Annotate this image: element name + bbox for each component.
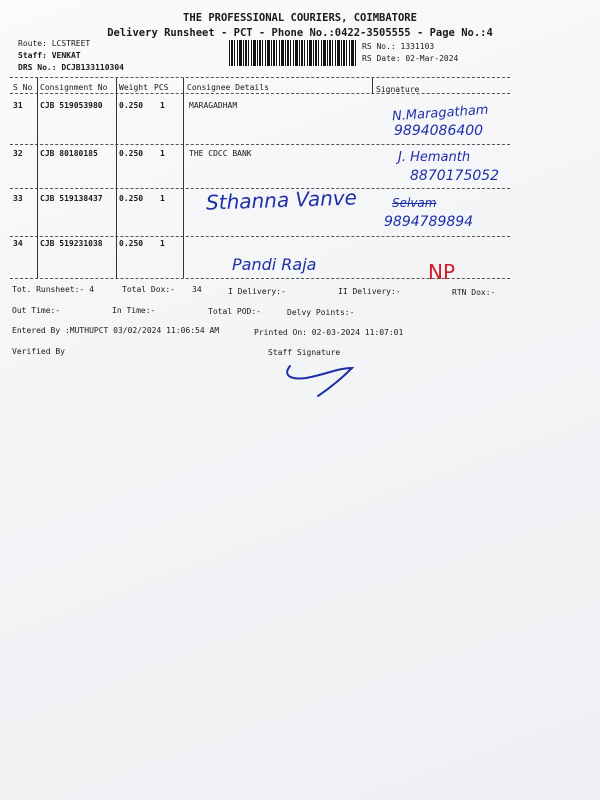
verified-by-label: Verified By bbox=[12, 347, 65, 356]
row-weight: 0.250 bbox=[119, 101, 144, 110]
handwritten-consignee: Pandi Raja bbox=[232, 255, 317, 274]
barcode-image bbox=[229, 40, 357, 66]
row-rule bbox=[10, 144, 510, 145]
row-consignment: CJB 519138437 bbox=[40, 194, 103, 203]
row-pcs: 1 bbox=[160, 149, 165, 158]
total-dox-value: 34 bbox=[192, 285, 202, 294]
col-header-sno: S No bbox=[13, 83, 33, 92]
row-sno: 32 bbox=[13, 149, 23, 158]
signature-initials: NP bbox=[428, 260, 456, 284]
row-rule bbox=[10, 236, 510, 237]
col-divider bbox=[372, 78, 373, 94]
row-pcs: 1 bbox=[160, 239, 165, 248]
printed-on: Printed On: 02-03-2024 11:07:01 bbox=[254, 328, 404, 337]
signature-phone: 9894086400 bbox=[394, 123, 484, 139]
delvy-points-label: Delvy Points:- bbox=[287, 308, 355, 317]
total-pod-label: Total POD:- bbox=[208, 307, 261, 316]
rs-date: RS Date: 02-Mar-2024 bbox=[362, 54, 459, 63]
company-title: THE PROFESSIONAL COURIERS, COIMBATORE bbox=[183, 12, 417, 24]
row-consignee: MARAGADHAM bbox=[189, 101, 238, 110]
col-header-consignee: Consignee Details bbox=[187, 83, 269, 92]
table-top-rule bbox=[10, 77, 510, 78]
route-label: Route: LCSTREET bbox=[18, 39, 91, 48]
drs-number: DRS No.: DCJB133110304 bbox=[18, 63, 124, 72]
rs-number: RS No.: 1331103 bbox=[362, 42, 435, 51]
row-sno: 34 bbox=[13, 239, 23, 248]
signature-name: N.Maragatham bbox=[391, 102, 489, 125]
in-time-label: In Time:- bbox=[112, 306, 156, 315]
signature-name: Selvam bbox=[392, 196, 437, 210]
signature-phone: 9894789894 bbox=[384, 214, 474, 230]
tot-runsheet: Tot. Runsheet:- 4 bbox=[12, 285, 94, 294]
total-dox-label: Total Dox:- bbox=[122, 285, 175, 294]
out-time-label: Out Time:- bbox=[12, 306, 61, 315]
row-pcs: 1 bbox=[160, 194, 165, 203]
i-delivery-label: I Delivery:- bbox=[228, 287, 286, 296]
row-consignment: CJB 519053980 bbox=[40, 101, 103, 110]
entered-by: Entered By :MUTHUPCT 03/02/2024 11:06:54 AM bbox=[12, 326, 220, 335]
handwritten-consignee: Sthanna Vanve bbox=[205, 185, 358, 215]
row-consignment: CJB 519231038 bbox=[40, 239, 103, 248]
staff-signature-scribble bbox=[280, 358, 360, 403]
rtn-dox-label: RTN Dox:- bbox=[452, 288, 496, 297]
row-consignment: CJB 80180185 bbox=[40, 149, 98, 158]
ii-delivery-label: II Delivery:- bbox=[338, 287, 401, 296]
staff-label: Staff: VENKAT bbox=[18, 51, 81, 60]
col-header-pcs: PCS bbox=[154, 83, 169, 92]
row-weight: 0.250 bbox=[119, 239, 144, 248]
row-pcs: 1 bbox=[160, 101, 165, 110]
row-weight: 0.250 bbox=[119, 149, 144, 158]
row-weight: 0.250 bbox=[119, 194, 144, 203]
col-divider bbox=[37, 78, 38, 278]
col-header-consignment: Consignment No bbox=[40, 83, 108, 92]
col-header-signature: Signature bbox=[376, 85, 420, 94]
table-header-rule bbox=[10, 93, 510, 94]
row-consignee: THE CDCC BANK bbox=[189, 149, 252, 158]
signature-name: J. Hemanth bbox=[398, 150, 471, 165]
col-divider bbox=[116, 78, 117, 278]
row-sno: 33 bbox=[13, 194, 23, 203]
row-sno: 31 bbox=[13, 101, 23, 110]
col-header-weight: Weight bbox=[119, 83, 148, 92]
runsheet-subtitle: Delivery Runsheet - PCT - Phone No.:0422-3505555 - Page No.:4 bbox=[107, 27, 493, 39]
col-divider bbox=[183, 78, 184, 278]
staff-signature-label: Staff Signature bbox=[268, 348, 341, 357]
signature-phone: 8870175052 bbox=[410, 168, 500, 184]
